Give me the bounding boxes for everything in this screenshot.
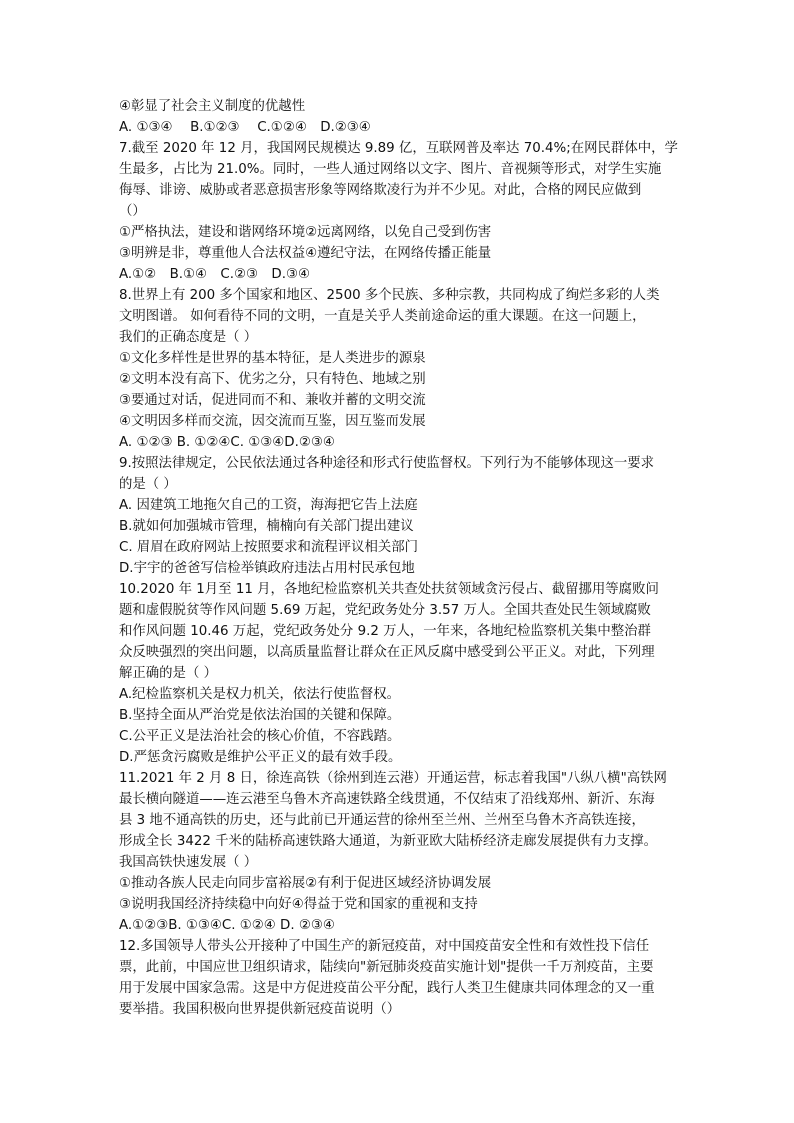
- text-line: ①文化多样性是世界的基本特征，是人类进步的源泉: [119, 351, 426, 366]
- text-line: A. ①③④ B.①②③ C.①②④ D.②③④: [119, 120, 371, 135]
- text-line: 我国高铁快速发展（ ）: [119, 855, 258, 870]
- text-line: 要举措。我国积极向世界提供新冠疫苗说明（）: [119, 1002, 401, 1017]
- text-line: B.坚持全面从严治党是依法治国的关键和保障。: [119, 708, 401, 723]
- text-line: 10.2020 年 1月至 11 月，各地纪检监察机关共查处扶贫领域贪污侵占、截留挪用等腐败问: [119, 582, 659, 597]
- text-line: ③要通过对话，促进同而不和、兼收并蓄的文明交流: [119, 393, 426, 408]
- text-line: 生最多，占比为 21.0%。同时，一些人通过网络以文字、图片、音视频等形式，对学生实施: [119, 162, 662, 177]
- text-line: 题和虚假脱贫等作风问题 5.69 万起，党纪政务处分 3.57 万人。全国共查处民生领域腐败: [119, 603, 651, 618]
- text-line: ②文明本没有高下、优劣之分，只有特色、地域之别: [119, 372, 426, 387]
- text-line: D.严惩贪污腐败是维护公平正义的最有效手段。: [119, 750, 402, 765]
- text-line: 最长横向隧道——连云港至乌鲁木齐高速铁路全线贯通，不仅结束了沿线郑州、新沂、东海: [119, 792, 655, 807]
- text-line: 12.多国领导人带头公开接种了中国生产的新冠疫苗，对中国疫苗安全性和有效性投下信任: [119, 939, 650, 954]
- text-line: 县 3 地不通高铁的历史，还与此前已开通运营的徐州至兰州、兰州至乌鲁木齐高铁连接，: [119, 813, 645, 828]
- text-line: ①严格执法，建设和谐网络环境②远离网络，以免自己受到伤害: [119, 225, 492, 240]
- text-line: 我们的正确态度是（ ）: [119, 330, 258, 345]
- text-line: A.①②③B. ①③④C. ①②④ D. ②③④: [119, 918, 335, 933]
- text-line: A. ①②③ B. ①②④C. ①③④D.②③④: [119, 435, 335, 450]
- text-line: ④文明因多样而交流，因交流而互鉴，因互鉴而发展: [119, 414, 426, 429]
- text-line: C.公平正义是法治社会的核心价值，不容践踏。: [119, 729, 401, 744]
- text-line: 11.2021 年 2 月 8 日，徐连高铁（徐州到连云港）开通运营，标志着我国"八纵八横"高铁网: [119, 771, 667, 786]
- text-line: 7.截至 2020 年 12 月，我国网民规模达 9.89 亿，互联网普及率达 70.4%;在网民群体中，学: [119, 141, 678, 156]
- text-line: 形成全长 3422 千米的陆桥高速铁路大通道，为新亚欧大陆桥经济走廊发展提供有力支撑。: [119, 834, 658, 849]
- text-line: 8.世界上有 200 多个国家和地区、2500 多个民族、多种宗教，共同构成了绚烂多彩的人类: [119, 288, 660, 303]
- text-line: 票，此前，中国应世卫组织请求，陆续向"新冠肺炎疫苗实施计划"提供一千万剂疫苗，主要: [119, 960, 654, 975]
- text-line: ①推动各族人民走向同步富裕展②有利于促进区域经济协调发展: [119, 876, 492, 891]
- text-line: 解正确的是（ ）: [119, 666, 217, 681]
- text-line: C. 眉眉在政府网站上按照要求和流程评议相关部门: [119, 540, 419, 555]
- text-line: 用于发展中国家急需。这是中方促进疫苗公平分配，践行人类卫生健康共同体理念的又一重: [119, 981, 655, 996]
- text-line: 文明图谱。 如何看待不同的文明，一直是关乎人类前途命运的重大课题。在这一问题上，: [119, 309, 646, 324]
- text-line: 的是（ ）: [119, 477, 177, 492]
- text-line: A.①② B.①④ C.②③ D.③④: [119, 267, 311, 282]
- text-line: 众反映强烈的突出问题，以高质量监督让群众在正风反腐中感受到公平正义。对此，下列理: [119, 645, 655, 660]
- text-line: D.宇宇的爸爸写信检举镇政府违法占用村民承包地: [119, 561, 415, 576]
- text-line: A.纪检监察机关是权力机关，依法行使监督权。: [119, 687, 400, 702]
- text-line: B.就如何加强城市管理，楠楠向有关部门提出建议: [119, 519, 414, 534]
- text-line: ④彰显了社会主义制度的优越性: [119, 99, 306, 114]
- text-line: ③说明我国经济持续稳中向好④得益于党和国家的重视和支持: [119, 897, 478, 912]
- text-line: （）: [119, 204, 146, 219]
- text-line: 侮辱、诽谤、威胁或者恶意损害形象等网络欺凌行为并不少见。对此，合格的网民应做到: [119, 183, 642, 198]
- text-line: A. 因建筑工地拖欠自己的工资，海海把它告上法庭: [119, 498, 418, 513]
- text-line: ③明辨是非，尊重他人合法权益④遵纪守法，在网络传播正能量: [119, 246, 492, 261]
- document-page: [119, 96, 687, 1020]
- text-line: 和作风问题 10.46 万起，党纪政务处分 9.2 万人，一年来，各地纪检监察机关集中整治群: [119, 624, 651, 639]
- text-line: 9.按照法律规定，公民依法通过各种途径和形式行使监督权。下列行为不能够体现这一要求: [119, 456, 655, 471]
